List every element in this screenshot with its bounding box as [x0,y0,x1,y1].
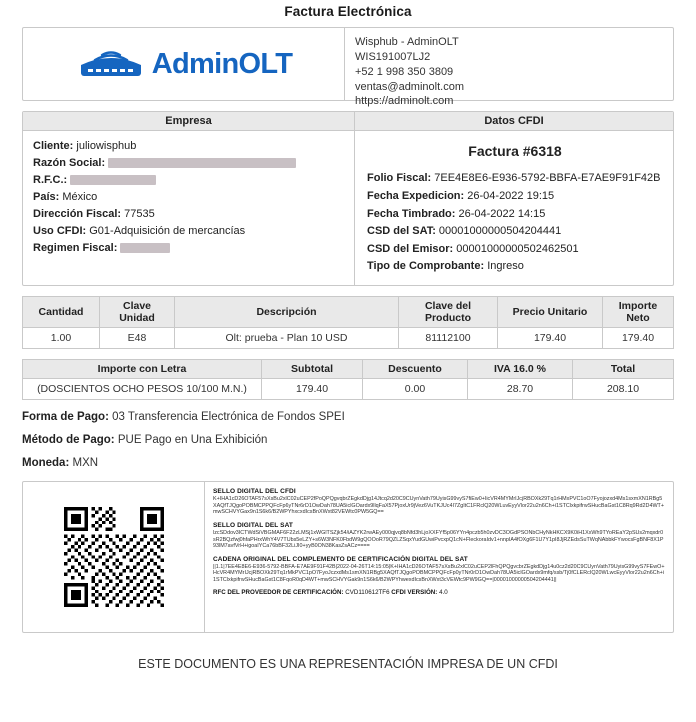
forma-de-pago-label: Forma de Pago: [22,411,109,424]
fecha-timbrado-label: Fecha Timbrado: [367,207,456,220]
metodo-de-pago-value: PUE Pago en Una Exhibición [117,434,268,447]
csd-sat-label: CSD del SAT: [367,225,436,238]
datos-cfdi-header: Datos CFDI [355,112,673,131]
forma-de-pago-value: 03 Transferencia Electrónica de Fondos SPEI [112,411,345,424]
issuer-phone: +52 1 998 350 3809 [355,65,454,78]
cfdi-version-value: 4.0 [439,589,448,597]
fecha-expedicion-value: 26-04-2022 19:15 [467,189,555,202]
csd-emisor-row [367,241,663,259]
cfdi-seal-title: SELLO DIGITAL DEL CFDI [213,488,296,496]
rfc-row [33,172,344,189]
direccion-row [33,206,344,223]
tipo-comprobante-value: Ingreso [487,260,524,273]
issuer-info [345,28,673,108]
sat-seal-value: lzcSDdov3ICTWdSiVBGMAF6F22zLMSj1xWGlTSZjk54/iAZYK2rwAEy000qjvq8bNfd3hLjoXXFYf5p06YYn4pczb5h0zvDC3OGdPSONbCHyNkHKCX9K0iH1XxWh9TYoREaY2pSUs2mqxdr0sR2BQzfwj0hfaPHrxWhY4V7TUbs5eLZY+s6W3NFK0FbdW9gQOOoR79QZLZSqxYudGUwiPvcxpQ1cN+FleckoraIdv1+nnpIA4fOXg6F1U7Y1pI8JjRZEdsSuTWqNAbbkFYwocsFgBNF8X1P93lM7avfVrH+igoaIYCa76bBF32LiJI0+yyB0ON38KasZsACz==== [213,529,664,550]
cell-subtotal: 179.40 [262,379,363,400]
csd-sat-row [367,223,663,241]
cliente-row [33,138,344,155]
metodo-de-pago-label: Método de Pago: [22,434,115,447]
totals-table-header-row [23,360,674,379]
regimen-label: Regimen Fiscal: [33,242,118,255]
cell-iva: 28.70 [468,379,573,400]
issuer-email: ventas@adminolt.com [355,80,464,93]
cliente-value: juliowisphub [76,140,137,152]
rfc-proveedor-value: CVD110612TF6 [345,589,390,597]
folio-value: 7EE4E8E6-E936-5792-BBFA-E7AE9F91F42B [434,172,661,185]
fecha-expedicion-row [367,188,663,206]
items-table [22,296,674,349]
direccion-value: 77535 [124,208,155,221]
col-descripcion: Descripción [175,296,399,327]
col-iva: IVA 16.0 % [468,360,573,379]
col-descuento: Descuento [363,360,468,379]
cell-total: 208.10 [573,379,674,400]
table-row [23,379,674,400]
cfdi-block [22,111,674,286]
brand-name: AdminOLT [151,47,293,80]
datos-cfdi-body [355,131,673,285]
cfdi-seal-value: K+IHA1cD26OTAF57sXsBu2xlC02uCEP2fPoQPQgvqbrZEgkdDjg14Jtcq2d20C9CUynVath79UyisG99vyS7fiEw0+IicVR4MYMrIJcjRBOXk29Tq1rHMxPVC1oO7Fyojozxd4Ms1sxmXN1RBg5XAQfTJQgoPOBMCPPQFcFp6yTNr6rD1OwDah78UA5iclGOardx9llqFaX57PjoxUr9jVez6VuTKJUc4I7ZgItC1FRclQ20WLuvEyyVlor22u2n6Ch+i1STClxkpifrwSHucBaGst1C8Rq9Rd2D4WT+mwSCHVYGax9n1S6k6/B2WPYhxcxdIcsBnXWxt82VEWtc0PW5GQ== [213,496,664,516]
col-importe-neto: Importe Neto [603,296,674,327]
moneda-value: MXN [72,457,99,470]
header-block [22,27,674,108]
razon-social-row [33,155,344,172]
cell-clave-unidad: E48 [100,328,175,349]
logo-cell [23,28,345,100]
cell-clave-producto: 81112100 [399,328,498,349]
cfdi-version-label: CFDI VERSIÓN: [391,589,438,597]
regimen-row [33,240,344,257]
fecha-timbrado-value: 26-04-2022 14:15 [458,207,546,220]
cell-precio-unitario: 179.40 [498,328,603,349]
empresa-body [23,131,354,266]
col-clave-producto: Clave del Producto [399,296,498,327]
razon-social-label: Razón Social: [33,157,106,170]
col-total: Total [573,360,674,379]
tipo-comprobante-label: Tipo de Comprobante: [367,260,485,273]
uso-cfdi-label: Uso CFDI: [33,225,87,238]
cell-importe-letra: (DOSCIENTOS OCHO PESOS 10/100 M.N.) [23,379,262,400]
csd-emisor-value: 00001000000502462501 [456,242,579,255]
footer-note: ESTE DOCUMENTO ES UNA REPRESENTACIÓN IMPRESA DE UN CFDI [138,657,558,672]
moneda-row [22,457,674,469]
rfc-proveedor-label: RFC DEL PROVEEDOR DE CERTIFICACIÓN: [213,589,344,597]
metodo-de-pago-row [22,434,674,446]
sat-seal-title: SELLO DIGITAL DEL SAT [213,521,293,529]
csd-emisor-label: CSD del Emisor: [367,242,454,255]
datos-cfdi-column [355,112,673,285]
rfc-label: R.F.C.: [33,174,68,187]
chain-title: CADENA ORIGINAL DEL COMPLEMENTO DE CERTIFICACIÓN DIGITAL DEL SAT [213,555,468,563]
moneda-label: Moneda: [22,457,70,470]
col-importe-letra: Importe con Letra [23,360,262,379]
cell-cantidad: 1.00 [23,328,100,349]
qr-cell [23,482,205,632]
col-precio-unitario: Precio Unitario [498,296,603,327]
pais-label: País: [33,191,60,204]
fecha-expedicion-label: Fecha Expedicion: [367,189,465,202]
stamp-block [22,481,674,633]
razon-social-value [108,158,296,168]
certification-footer [213,589,665,596]
cell-descripcion: Olt: prueba - Plan 10 USD [175,328,399,349]
uso-cfdi-row [33,223,344,240]
totals-table [22,359,674,400]
direccion-label: Dirección Fiscal: [33,208,122,221]
col-cantidad: Cantidad [23,296,100,327]
cliente-label: Cliente: [33,140,74,152]
regimen-value [120,243,170,253]
issuer-rfc: WIS191007LJ2 [355,50,431,63]
rfc-value [70,175,156,185]
items-table-header-row [23,296,674,327]
invoice-number: Factura #6318 [468,143,562,159]
col-subtotal: Subtotal [262,360,363,379]
page-title: Factura Electrónica [284,4,412,19]
fecha-timbrado-row [367,206,663,224]
tipo-comprobante-row [367,258,663,276]
csd-sat-value: 00001000000504204441 [438,225,562,238]
chain-value: ||1.1|7EE4E8E6-E936-5792-BBFA-E7AE9F91F42B|2022-04-26T14:15:05|K+IHA1cD26OTAF57sXsBu2xlC02uCEP2lFhQPQgvcbrZEgkdDjg14u0cz2d20C9CUynVath79UyisG99vyS7FEwO+HcVR4MYMrIJcjRBOXk29Tq1rMkPVC1pO7FyoJczxdMs1smXN1RBg5XAQfTJQgoPOBMCPPQFcFp0yTNr0rD1OwDah78UA5iclGOardx9mfq/ssb/Tj0fCLERcIQ20WLwcEyyVlor22u2n6Ch+i1STClxkpifrwSHucBaGst1C8FqoR0qD4WT+mwSCHVYGak9n1S6k6/B2WPYhwexdIcsBnXWxt3cVEWtc9PW9GQ==|00001000000504204441|| [213,563,665,583]
issuer-name: Wisphub - AdminOLT [355,36,459,48]
seal-cell [205,482,673,632]
table-row [23,328,674,349]
router-icon [75,48,147,81]
folio-row [367,170,663,188]
cell-importe-neto: 179.40 [603,328,674,349]
cell-descuento: 0.00 [363,379,468,400]
col-clave-unidad: Clave Unidad [100,296,175,327]
uso-cfdi-value: G01-Adquisición de mercancías [89,225,246,238]
qr-code-icon [64,507,164,607]
empresa-header: Empresa [23,112,354,131]
pais-value: México [62,191,98,204]
pais-row [33,189,344,206]
forma-de-pago-row [22,411,674,423]
empresa-column [23,112,355,285]
issuer-website: https://adminolt.com [355,95,454,108]
folio-label: Folio Fiscal: [367,172,432,185]
